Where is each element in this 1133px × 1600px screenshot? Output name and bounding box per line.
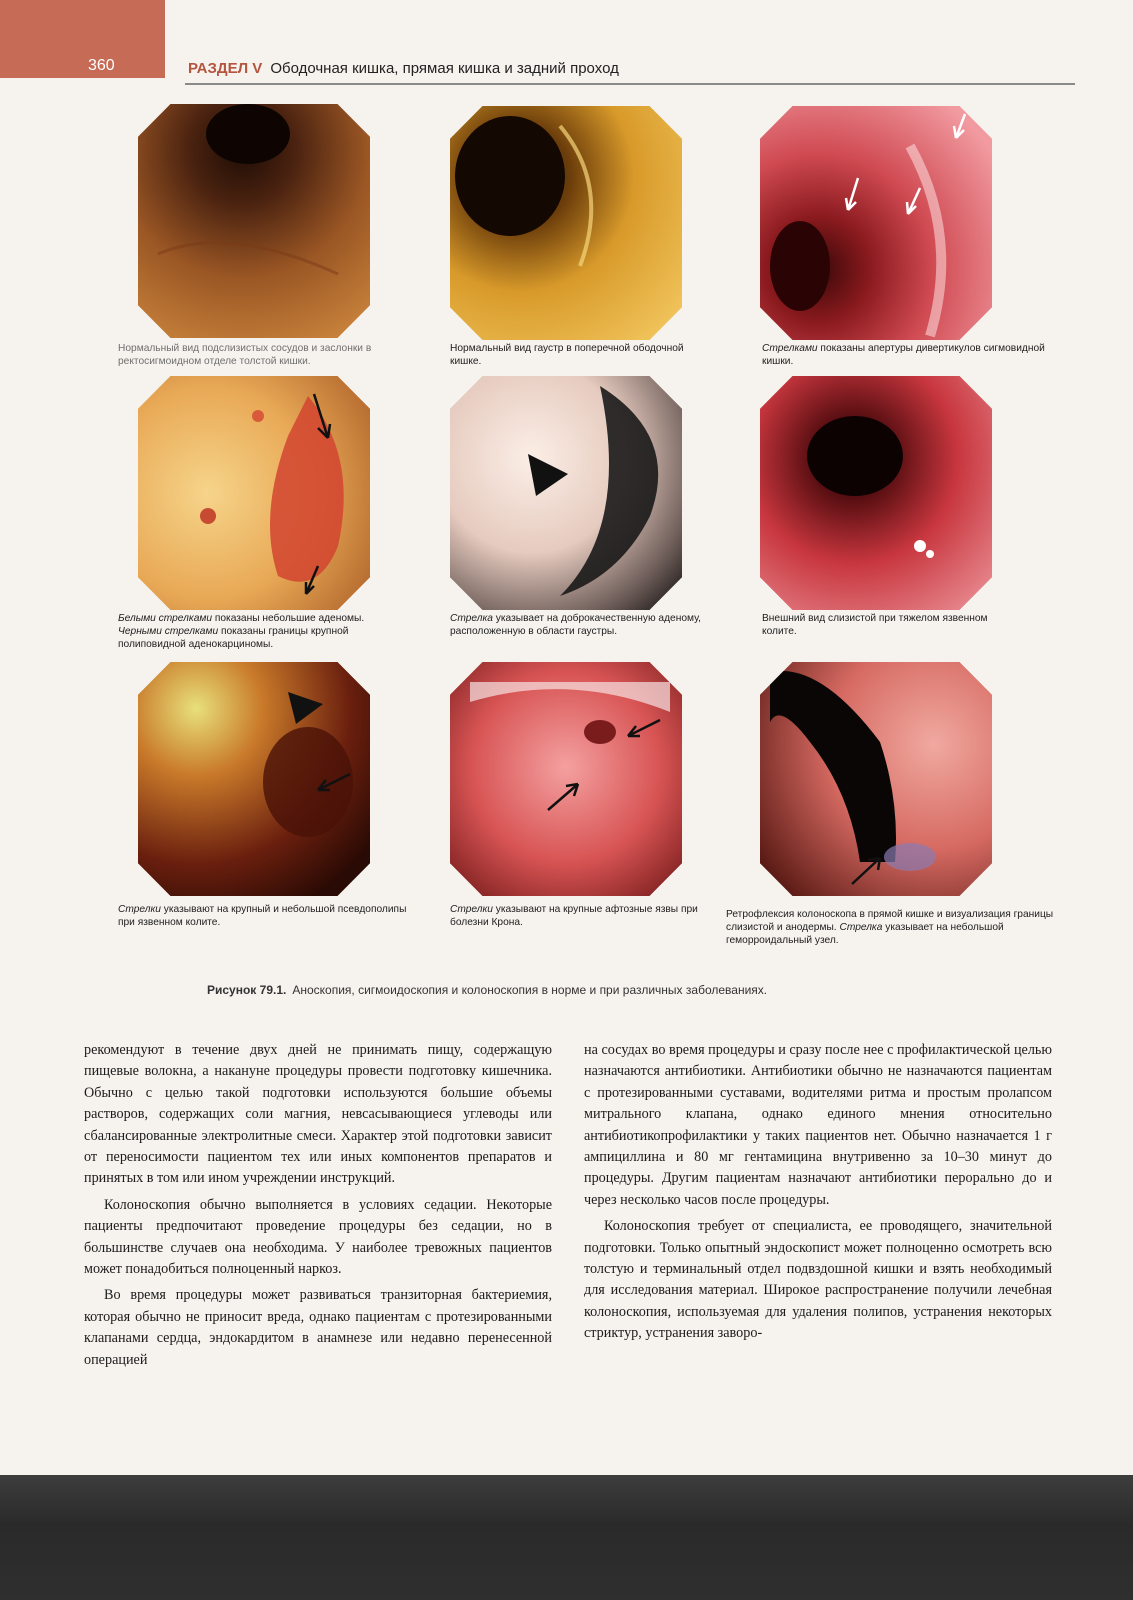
- figure-caption-5: Стрелка указывает на доброкачественную аденому, расположенную в области гаустры.: [450, 613, 702, 637]
- header-rule: [185, 83, 1075, 85]
- body-column-right: [584, 1040, 1052, 1350]
- figure-caption-4: Белыми стрелками показаны небольшие аденомы. Черными стрелками показаны границы крупной полиповидной аденокарциномы.: [118, 613, 365, 650]
- figure-caption-9: Ретрофлексия колоноскопа в прямой кишке и визуализация границы слизистой и анодермы. Стрелка указывает на небольшой геморроидальный узел.: [726, 909, 1054, 946]
- section-label: РАЗДЕЛ V: [188, 60, 263, 77]
- figure-caption-7: Стрелки указывают на крупный и небольшой псевдополипы при язвенном колите.: [118, 904, 407, 928]
- section-title: Ободочная кишка, прямая кишка и задний проход: [270, 60, 619, 77]
- figure-caption-2: Нормальный вид гаустр в поперечной ободочной кишке.: [450, 343, 684, 367]
- figure-caption-8: Стрелки указывают на крупные афтозные язвы при болезни Крона.: [450, 904, 698, 928]
- page-number: 360: [88, 57, 115, 74]
- body-column-left: [84, 1040, 552, 1376]
- endoscopy-photo-diverticula: [760, 106, 992, 340]
- endoscopy-photo-normal-rectosigmoid: [138, 104, 370, 338]
- paragraph: Колоноскопия обычно выполняется в условиях седации. Некоторые пациенты предпочитают проведение процедуры без седации, но в большинстве случаев она необходима. У наиболее тревожных пациентов может понадобиться полноценный наркоз.: [84, 1196, 552, 1278]
- endoscopy-photo-normal-haustra: [450, 106, 682, 340]
- paragraph: Во время процедуры может развиваться транзиторная бактериемия, которая обычно не приносит вреда, однако пациентам с протезированными клапанами сердца, эндокардитом в анамнезе или недавно перенесенной операцией: [84, 1287, 552, 1368]
- endoscopy-photo-aphthous-ulcers: [450, 662, 682, 896]
- endoscopy-photo-adenomas: [138, 376, 370, 610]
- paragraph: Колоноскопия требует от специалиста, ее проводящего, значительной подготовки. Только опытный эндоскопист может полноценно осмотреть всю толстую и терминальный отдел подвздошной кишки и взять необходимый для исследования материал. Широкое распространение получили лечебная колоноскопия, используемая для удаления полипов, устранения некоторых стриктур, устранения заворо-: [584, 1218, 1052, 1342]
- figure-title-text: Аноскопия, сигмоидоскопия и колоноскопия в норме и при различных заболеваниях.: [292, 983, 768, 997]
- endoscopy-photo-pseudopolyps: [138, 662, 370, 896]
- figure-label: Рисунок 79.1.: [207, 983, 287, 997]
- running-head: [188, 60, 619, 77]
- figure-caption-3: Стрелками показаны апертуры дивертикулов сигмовидной кишки.: [762, 343, 1045, 367]
- paragraph: на сосудах во время процедуры и сразу после нее с профилактической целью назначаются антибиотики. Антибиотики обычно не назначаются пациентам с протезированными суставами, водителями ритма и простым пролапсом митрального клапана, однако единого мнения относительно антибиотикопрофилактики у таких пациентов нет. Обычно назначается 1 г ампициллина и 80 мг гентамицина внутривенно за 10–30 минут до процедуры. Другим пациентам назначают антибиотики перорально до и через несколько часов после процедуры.: [584, 1042, 1052, 1208]
- page-number-tab: [0, 0, 165, 78]
- figure-caption-6: Внешний вид слизистой при тяжелом язвенном колите.: [762, 613, 988, 637]
- paragraph: рекомендуют в течение двух дней не принимать пищу, содержащую пищевые волокна, а накануне процедуры провести подготовку кишечника. Обычно с целью такой подготовки используются большие объемы растворов, содержащих соли магния, невсасывающиеся углеводы или сбалансированные электролитные смеси. Характер этой подготовки зависит от переносимости пациентом тех или иных компонентов препаратов и принятых в том или ином учреждении инструкций.: [84, 1042, 552, 1187]
- figure-caption-1: Нормальный вид подслизистых сосудов и заслонки в ректосигмоидном отделе толстой кишки.: [118, 343, 372, 367]
- endoscopy-photo-retroflexion: [760, 662, 992, 896]
- endoscopy-photo-benign-adenoma: [450, 376, 682, 610]
- scan-bottom-band: [0, 1475, 1133, 1600]
- figure-title: [207, 983, 1087, 997]
- endoscopy-photo-ulcerative-colitis: [760, 376, 992, 610]
